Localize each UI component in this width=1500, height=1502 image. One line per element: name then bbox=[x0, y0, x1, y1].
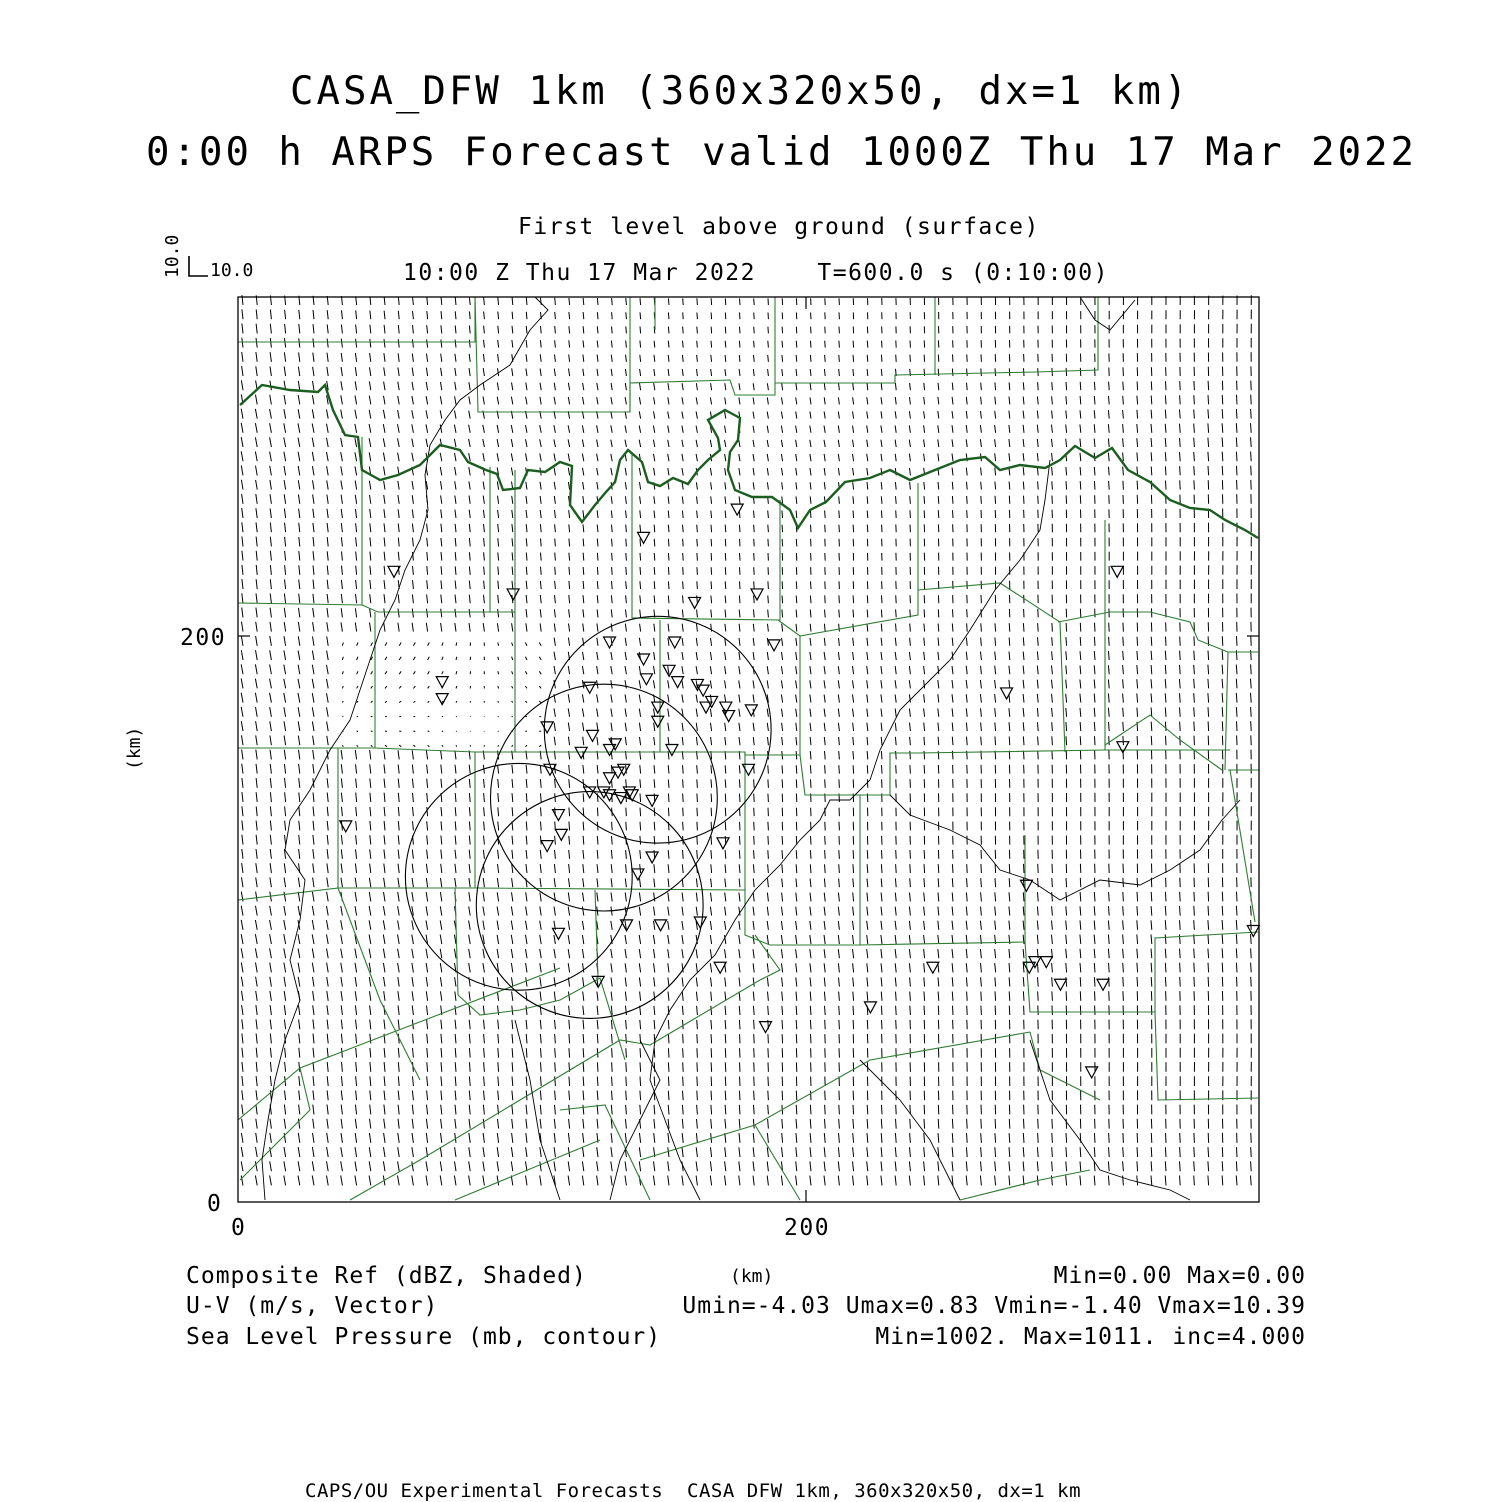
station-marker bbox=[864, 1002, 876, 1013]
time-label: 10:00 Z Thu 17 Mar 2022 T=600.0 s (0:10:00) bbox=[403, 260, 1109, 286]
station-marker bbox=[760, 1022, 772, 1033]
station-marker bbox=[720, 702, 732, 713]
station-marker bbox=[1247, 926, 1259, 937]
station-marker bbox=[768, 640, 780, 651]
wind-vector-field bbox=[241, 295, 1251, 1185]
legend-field-1: Composite Ref (dBZ, Shaded) bbox=[186, 1263, 587, 1289]
county-line bbox=[640, 1032, 1030, 1160]
station-marker bbox=[552, 810, 564, 821]
county-line bbox=[1030, 1032, 1100, 1100]
station-marker bbox=[555, 829, 567, 840]
rivers bbox=[262, 297, 1240, 1200]
river bbox=[1080, 297, 1135, 330]
x-tick-200: 200 bbox=[784, 1215, 831, 1241]
county-line bbox=[475, 297, 775, 412]
county-line bbox=[745, 795, 860, 945]
river bbox=[610, 1040, 660, 1200]
station-marker bbox=[604, 773, 616, 784]
station-marker bbox=[646, 795, 658, 806]
station-marker bbox=[436, 694, 448, 705]
station-marker bbox=[689, 597, 701, 608]
station-marker bbox=[1111, 566, 1123, 577]
level-label: First level above ground (surface) bbox=[518, 214, 1040, 240]
station-marker bbox=[1097, 979, 1109, 990]
station-marker bbox=[663, 665, 675, 676]
station-marker bbox=[1086, 1067, 1098, 1078]
county-line bbox=[860, 835, 1025, 945]
vector-key-arrow bbox=[189, 256, 208, 276]
vector-key-u-label: 10.0 bbox=[210, 260, 254, 281]
station-marker bbox=[604, 637, 616, 648]
y-tick-0: 0 bbox=[207, 1191, 223, 1217]
county-line bbox=[775, 297, 1098, 383]
station-marker bbox=[615, 793, 627, 804]
county-line bbox=[238, 748, 338, 900]
county-line bbox=[755, 1125, 800, 1200]
station-marker bbox=[731, 504, 743, 515]
county-line bbox=[778, 483, 918, 636]
radar-range-rings bbox=[405, 616, 771, 1018]
county-line bbox=[660, 636, 800, 755]
station-marker bbox=[666, 745, 678, 756]
station-marker bbox=[1020, 880, 1032, 891]
county-line bbox=[755, 935, 780, 980]
station-markers bbox=[340, 504, 1260, 1078]
station-marker bbox=[541, 722, 553, 733]
station-marker bbox=[751, 589, 763, 600]
vector-key-v-label: 10.0 bbox=[162, 234, 183, 278]
county-boundaries bbox=[238, 297, 1259, 1200]
station-marker bbox=[1054, 979, 1066, 990]
state-border bbox=[240, 385, 1258, 538]
county-line bbox=[918, 583, 1065, 752]
x-tick-0: 0 bbox=[231, 1215, 247, 1241]
legend-stats-3: Min=1002. Max=1011. inc=4.000 bbox=[875, 1324, 1306, 1350]
radar-ring-1 bbox=[544, 616, 771, 843]
station-marker bbox=[618, 764, 630, 775]
title-line-2: 0:00 h ARPS Forecast valid 1000Z Thu 17 Mar 2022 bbox=[146, 130, 1418, 175]
footer-credit: CAPS/OU Experimental Forecasts CASA DFW 1km, 360x320x50, dx=1 km bbox=[305, 1480, 1082, 1502]
y-axis-label: (km) bbox=[124, 726, 145, 770]
county-line bbox=[800, 753, 918, 795]
station-marker bbox=[632, 869, 644, 880]
station-marker bbox=[638, 532, 650, 543]
x-axis-label: (km) bbox=[730, 1266, 774, 1287]
station-marker bbox=[1040, 957, 1052, 968]
legend-field-2: U-V (m/s, Vector) bbox=[186, 1293, 439, 1319]
county-line bbox=[960, 1170, 1090, 1200]
county-line bbox=[1058, 612, 1228, 770]
station-marker bbox=[717, 838, 729, 849]
legend-field-3: Sea Level Pressure (mb, contour) bbox=[186, 1324, 662, 1350]
station-marker bbox=[640, 674, 652, 685]
title-line-1: CASA_DFW 1km (360x320x50, dx=1 km) bbox=[290, 69, 1191, 114]
station-marker bbox=[723, 711, 735, 722]
station-marker bbox=[1001, 688, 1013, 699]
station-marker bbox=[927, 962, 939, 973]
station-marker bbox=[669, 637, 681, 648]
wind-vector bbox=[241, 295, 1251, 1185]
station-marker bbox=[584, 682, 596, 693]
county-line bbox=[455, 1140, 600, 1200]
county-line bbox=[238, 612, 375, 748]
y-tick-200: 200 bbox=[180, 625, 227, 651]
county-line bbox=[918, 750, 1230, 753]
station-marker bbox=[575, 747, 587, 758]
county-line bbox=[632, 453, 780, 620]
station-marker bbox=[638, 654, 650, 665]
station-marker bbox=[743, 764, 755, 775]
station-marker bbox=[436, 677, 448, 688]
county-line bbox=[1155, 1012, 1258, 1100]
legend-stats-1: Min=0.00 Max=0.00 bbox=[1053, 1263, 1306, 1289]
station-marker bbox=[646, 852, 658, 863]
county-line bbox=[338, 752, 475, 888]
station-marker bbox=[541, 841, 553, 852]
river bbox=[890, 795, 1240, 900]
county-line bbox=[560, 1105, 650, 1200]
county-line bbox=[338, 888, 420, 1080]
legend-stats-2: Umin=-4.03 Umax=0.83 Vmin=-1.40 Vmax=10.39 bbox=[682, 1293, 1306, 1319]
station-marker bbox=[507, 589, 519, 600]
station-marker bbox=[587, 730, 599, 741]
river bbox=[515, 1020, 560, 1200]
station-marker bbox=[655, 920, 667, 931]
station-marker bbox=[745, 705, 757, 716]
